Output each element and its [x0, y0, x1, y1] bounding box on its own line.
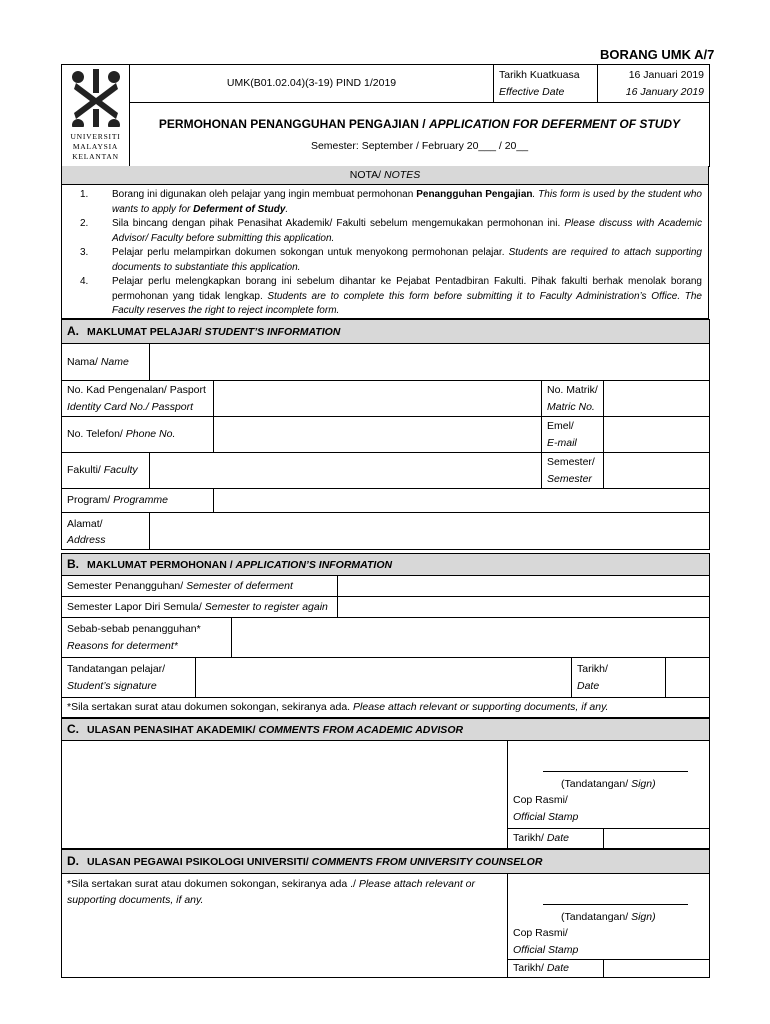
ic-label: No. Kad Pengenalan/ Pasport Identity Card No./ Passport	[62, 381, 214, 417]
reason-label: Sebab-sebab penangguhan* Reasons for determent*	[62, 618, 232, 658]
umk-logo-icon	[68, 69, 124, 127]
counselor-sign-block: (Tandatangan/ Sign) Cop Rasmi/ Official Stamp	[508, 874, 710, 960]
matric-label: No. Matrik/ Matric No.	[542, 381, 604, 417]
faculty-field[interactable]	[150, 453, 542, 489]
email-label: Emel/ E-mail	[542, 417, 604, 453]
semester-label: Semester/ Semester	[542, 453, 604, 489]
note-item: 3. Pelajar perlu melampirkan dokumen sokongan untuk menyokong permohonan pelajar. Students are required to attach supporting documents to substantiate this application.	[80, 247, 702, 273]
note-item: 1. Borang ini digunakan oleh pelajar yang ingin membuat permohonan Penangguhan Pengajian. This form is used by the student who wants to apply for Deferment of Study.	[80, 189, 702, 215]
faculty-label: Fakulti/ Faculty	[62, 453, 150, 489]
email-field[interactable]	[604, 417, 710, 453]
defer-semester-label: Semester Penangguhan/ Semester of deferment	[62, 576, 338, 597]
date-field[interactable]	[666, 658, 710, 698]
advisor-date-label: Tarikh/ Date	[508, 829, 604, 849]
section-c	[61, 718, 710, 849]
section-b-heading: B. MAKLUMAT PERMOHONAN / APPLICATION’S INFORMATION	[62, 554, 710, 576]
form-title: PERMOHONAN PENANGGUHAN PENGAJIAN / APPLICATION FOR DEFERMENT OF STUDY Semester: September / February 20___ / 20__	[130, 103, 710, 167]
signature-line	[543, 904, 688, 905]
section-d-heading: D. ULASAN PEGAWAI PSIKOLOGI UNIVERSITI/ COMMENTS FROM UNIVERSITY COUNSELOR	[62, 850, 710, 874]
effective-label: Tarikh Kuatkuasa Effective Date	[494, 65, 598, 103]
notes-box	[61, 166, 709, 319]
address-field[interactable]	[150, 513, 710, 550]
notes-heading: NOTA/ NOTES	[62, 166, 708, 185]
program-label: Program/ Programme	[62, 489, 214, 513]
reason-field[interactable]	[232, 618, 710, 658]
semester-line: Semester: September / February 20___ / 20__	[310, 139, 529, 152]
defer-semester-field[interactable]	[338, 576, 710, 597]
section-a-heading: A. MAKLUMAT PELAJAR/ STUDENT’S INFORMATION	[62, 320, 710, 344]
header-table	[61, 64, 710, 167]
ic-field[interactable]	[214, 381, 542, 417]
student-signature-field[interactable]	[196, 658, 572, 698]
return-semester-label: Semester Lapor Diri Semula/ Semester to register again	[62, 597, 338, 618]
doc-ref: UMK(B01.02.04)(3-19) PIND 1/2019	[130, 65, 494, 103]
advisor-date-field[interactable]	[604, 829, 710, 849]
counselor-date-field[interactable]	[604, 960, 710, 978]
advisor-sign-block: (Tandatangan/ Sign) Cop Rasmi/ Official Stamp	[508, 741, 710, 829]
matric-field[interactable]	[604, 381, 710, 417]
program-field[interactable]	[214, 489, 710, 513]
student-signature-label: Tandatangan pelajar/ Student’s signature	[62, 658, 196, 698]
name-label: Nama/ Name	[62, 344, 150, 381]
university-logo	[62, 65, 130, 167]
note-item: 2. Sila bincang dengan pihak Penasihat Akademik/ Fakulti sebelum mengemukakan permohonan ini. Please discuss with Academic Advisor/ Faculty before submitting this application.	[80, 218, 702, 244]
section-c-heading: C. ULASAN PENASIHAT AKADEMIK/ COMMENTS FROM ACADEMIC ADVISOR	[62, 719, 710, 741]
counselor-comment-field[interactable]: *Sila sertakan surat atau dokumen sokongan, sekiranya ada ./ Please attach relevant or supporting documents, if any.	[62, 874, 508, 978]
section-b	[61, 553, 710, 718]
notes-list	[80, 188, 702, 319]
semester-field[interactable]	[604, 453, 710, 489]
section-a	[61, 319, 710, 550]
signature-line	[543, 771, 688, 772]
name-field[interactable]	[150, 344, 710, 381]
return-semester-field[interactable]	[338, 597, 710, 618]
counselor-date-label: Tarikh/ Date	[508, 960, 604, 978]
phone-field[interactable]	[214, 417, 542, 453]
attach-note: *Sila sertakan surat atau dokumen sokongan, sekiranya ada. Please attach relevant or supporting documents, if any.	[62, 698, 710, 718]
address-label: Alamat/ Address	[62, 513, 150, 550]
advisor-comment-field[interactable]	[62, 741, 508, 849]
date-label: Tarikh/ Date	[572, 658, 666, 698]
phone-label: No. Telefon/ Phone No.	[62, 417, 214, 453]
note-item: 4. Pelajar perlu melengkapkan borang ini sebelum dihantar ke Pejabat Pentadbiran Fakulti. Pihak fakulti berhak menolak borang permohonan yang tidak lengkap. Students are to complete this form before submitting it to Faculty Administration’s Office. The Faculty reserves the right to reject incomplete form.	[80, 276, 702, 316]
form-code: BORANG UMK A/7	[600, 47, 715, 62]
effective-date: 16 Januari 2019 16 January 2019	[598, 65, 710, 103]
section-d	[61, 849, 710, 978]
university-name: UNIVERSITI MALAYSIA KELANTAN	[70, 131, 121, 162]
